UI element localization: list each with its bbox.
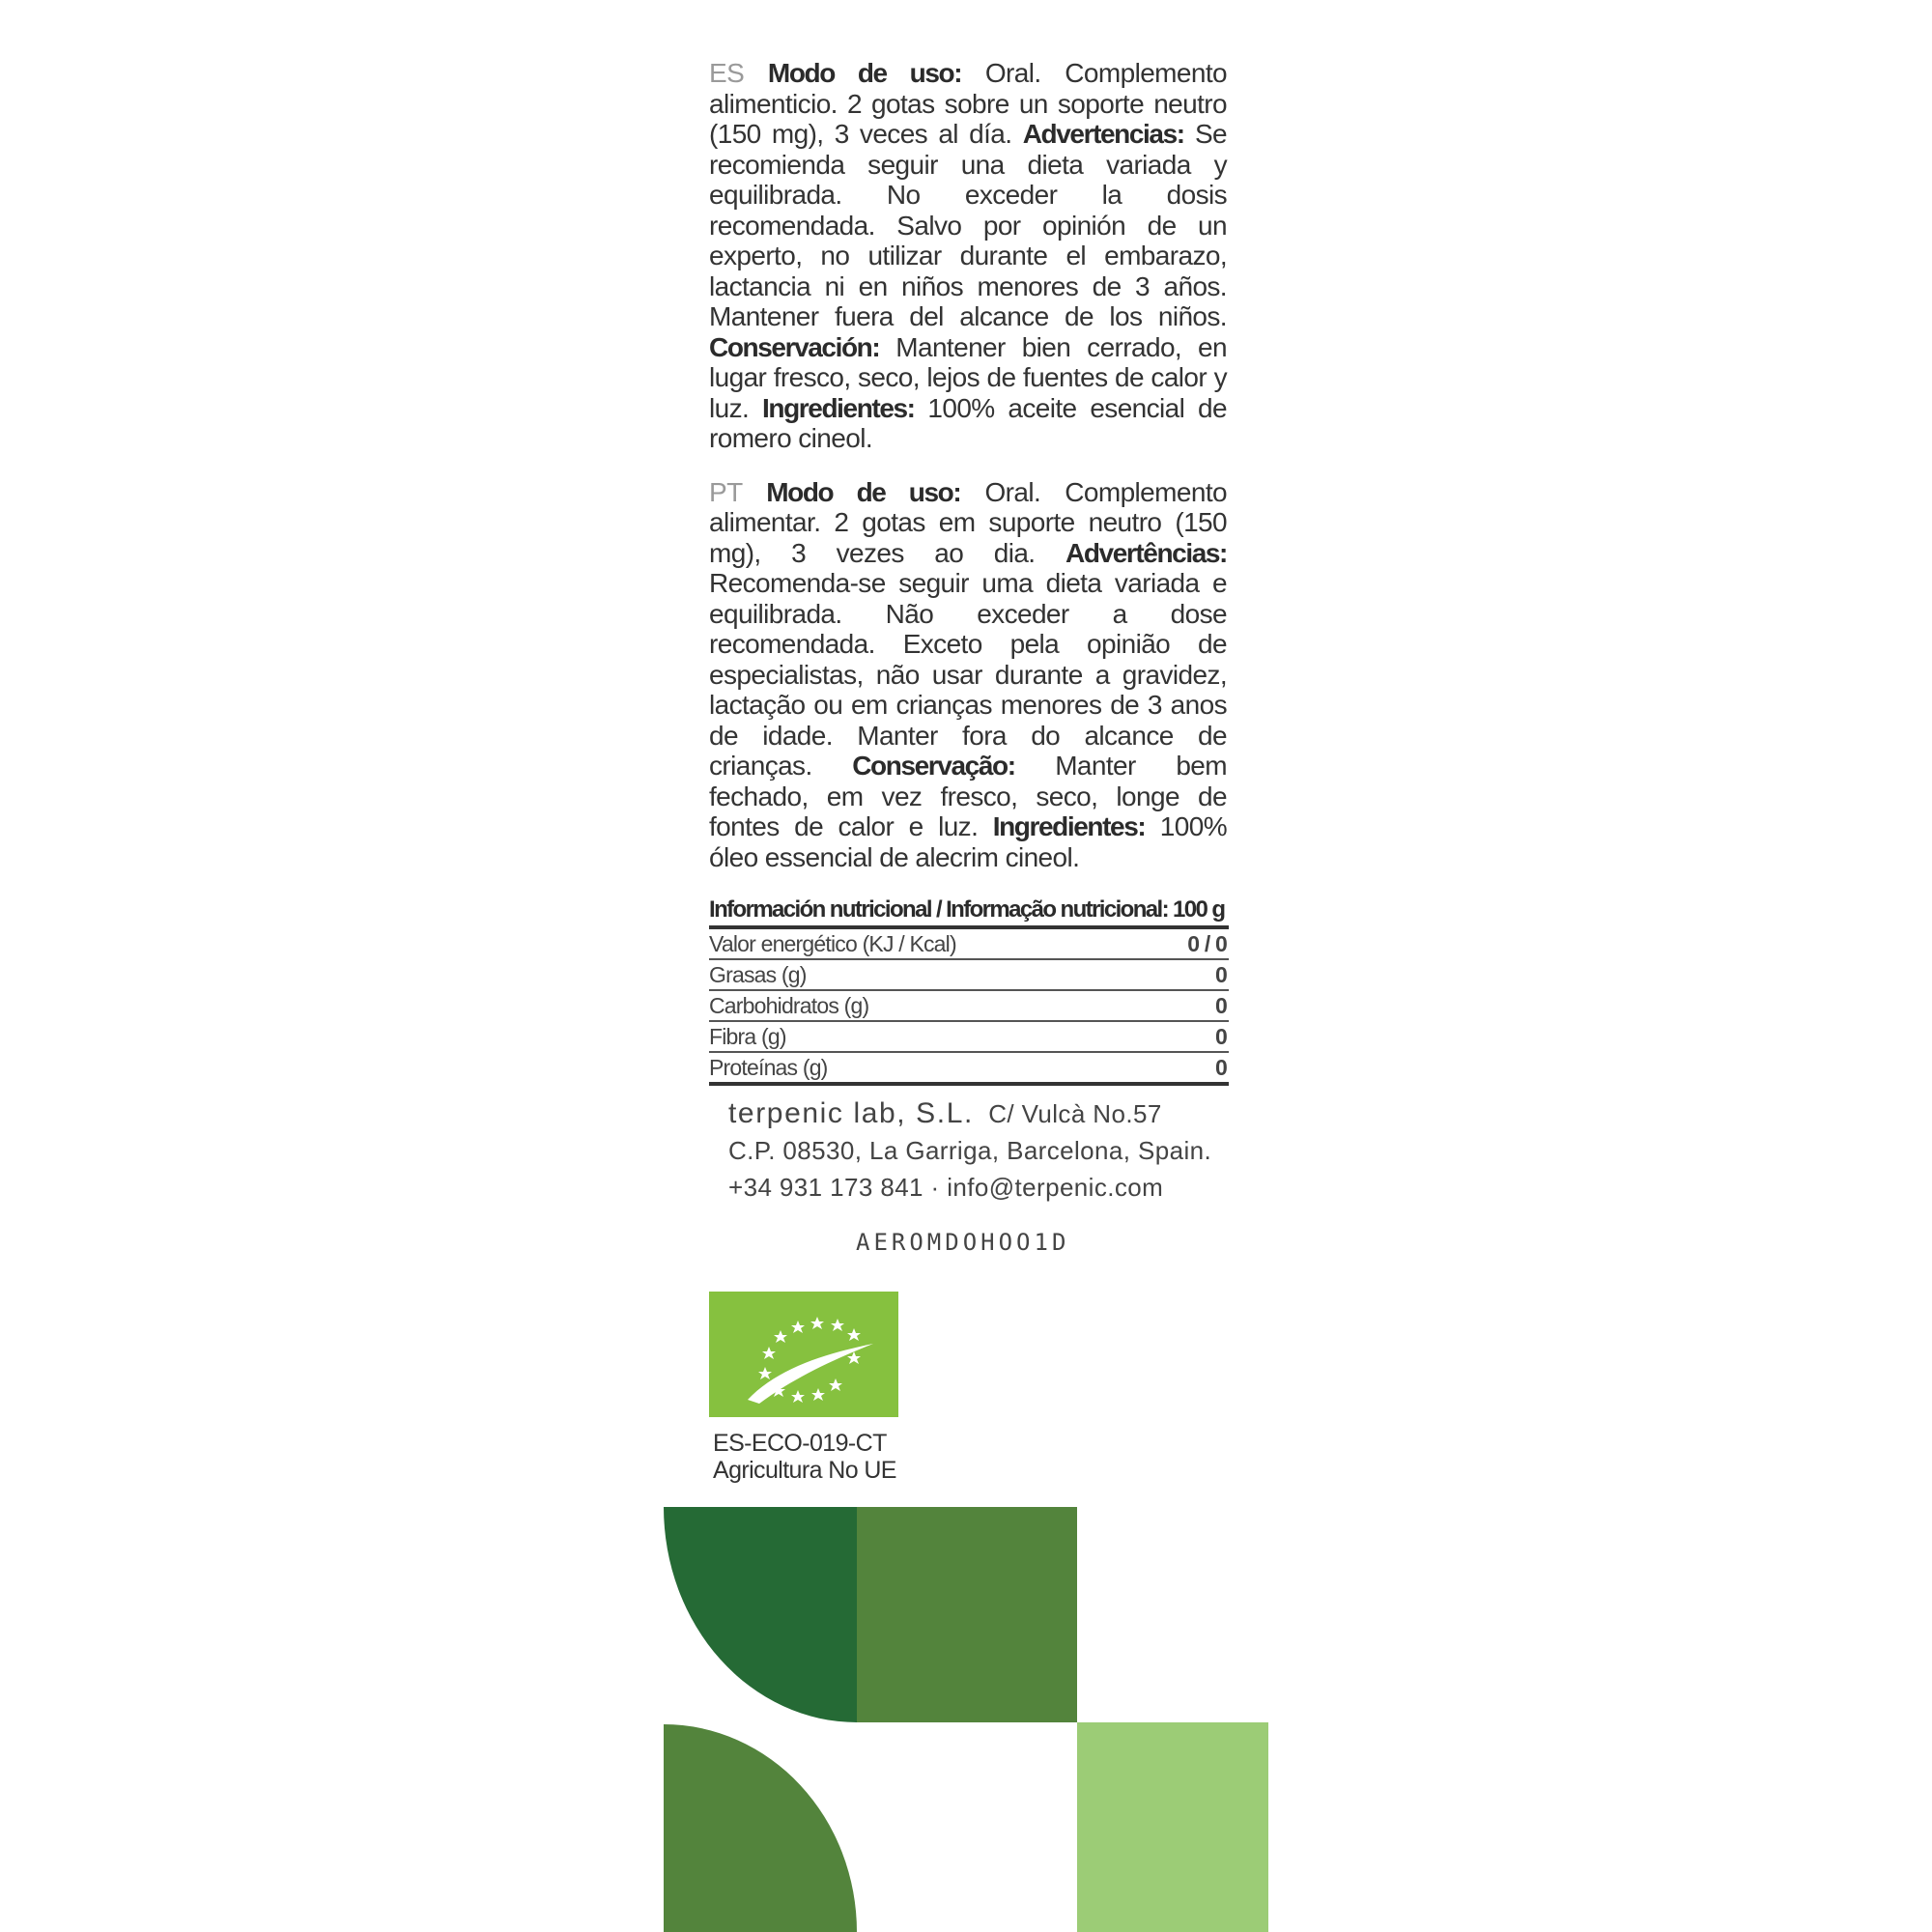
nutrition-value: 0 bbox=[1215, 993, 1227, 1018]
nutrition-value: 0 / 0 bbox=[1187, 931, 1227, 956]
es-usage-text: Oral. Complemento alimenticio. 2 gotas sobre un soporte neutro (150 mg), 3 veces al día. bbox=[709, 58, 1227, 149]
company-city: C.P. 08530, La Garriga, Barcelona, Spain. bbox=[728, 1136, 1212, 1165]
nutrition-label: Grasas (g) bbox=[709, 962, 807, 987]
pt-storage-heading: Conservação: bbox=[852, 751, 1015, 781]
company-street: C/ Vulcà No.57 bbox=[988, 1099, 1162, 1128]
product-code: AEROMDOHOO1D bbox=[856, 1229, 1070, 1256]
nutrition-value: 0 bbox=[1215, 1024, 1227, 1049]
es-ingredients-text: 100% aceite esencial de romero cineol. bbox=[709, 392, 1227, 453]
dark-green-quarter-circle bbox=[664, 1507, 857, 1722]
nutrition-label: Fibra (g) bbox=[709, 1024, 786, 1049]
nutrition-label: Valor energético (KJ / Kcal) bbox=[709, 931, 956, 956]
pt-ingredients-heading: Ingredientes: bbox=[992, 811, 1146, 841]
company-name: terpenic lab, S.L. bbox=[728, 1097, 974, 1129]
pt-ingredients-text: 100% óleo essencial de alecrim cineol. bbox=[709, 811, 1227, 872]
nutrition-value: 0 bbox=[1215, 962, 1227, 987]
pt-usage-heading: Modo de uso: bbox=[766, 476, 961, 507]
eco-code: ES-ECO-019-CT bbox=[713, 1430, 887, 1457]
es-ingredients-heading: Ingredientes: bbox=[761, 392, 915, 423]
light-green-square bbox=[1077, 1722, 1268, 1932]
eco-origin: Agricultura No UE bbox=[713, 1457, 896, 1484]
lang-code-es: ES bbox=[709, 58, 745, 88]
mid-green-quarter-circle bbox=[664, 1724, 857, 1932]
pt-warnings-text: Recomenda-se seguir uma dieta variada e equilibrada. Não exceder a dose recomendada. Exceto pela opinião de especialistas, não usar durante a gravidez, lactação ou em crianças menores de 3 anos de idade. Manter fora do alcance de crianças. bbox=[709, 568, 1227, 781]
company-email: info@terpenic.com bbox=[947, 1173, 1164, 1202]
nutrition-header: Información nutricional / Informação nutricional: 100 g bbox=[709, 895, 1229, 929]
nutrition-label: Proteínas (g) bbox=[709, 1055, 828, 1080]
contact-separator: · bbox=[930, 1173, 940, 1202]
es-usage-heading: Modo de uso: bbox=[767, 58, 962, 88]
es-storage-text: Mantener bien cerrado, en lugar fresco, seco, lejos de fuentes de calor y luz. bbox=[709, 331, 1227, 423]
lang-code-pt: PT bbox=[709, 476, 743, 507]
pt-usage-text: Oral. Complemento alimentar. 2 gotas em suporte neutro (150 mg), 3 vezes ao dia. bbox=[709, 476, 1227, 568]
nutrition-label: Carbohidratos (g) bbox=[709, 993, 869, 1018]
mid-green-square bbox=[857, 1507, 1077, 1722]
company-phone: +34 931 173 841 bbox=[728, 1173, 923, 1202]
es-warnings-text: Se recomienda seguir una dieta variada y equilibrada. No exceder la dosis recomendada. Salvo por opinión de un experto, no utilizar durante el embarazo, lactancia ni en niños menores de 3 años. Mantener fuera del alcance de los niños. bbox=[709, 119, 1227, 331]
pt-storage-text: Manter bem fechado, em vez fresco, seco, longe de fontes de calor e luz. bbox=[709, 751, 1227, 841]
es-storage-heading: Conservación: bbox=[709, 331, 880, 362]
es-warnings-heading: Advertencias: bbox=[1022, 119, 1184, 149]
nutrition-value: 0 bbox=[1215, 1055, 1227, 1080]
pt-warnings-heading: Advertências: bbox=[1065, 537, 1227, 568]
